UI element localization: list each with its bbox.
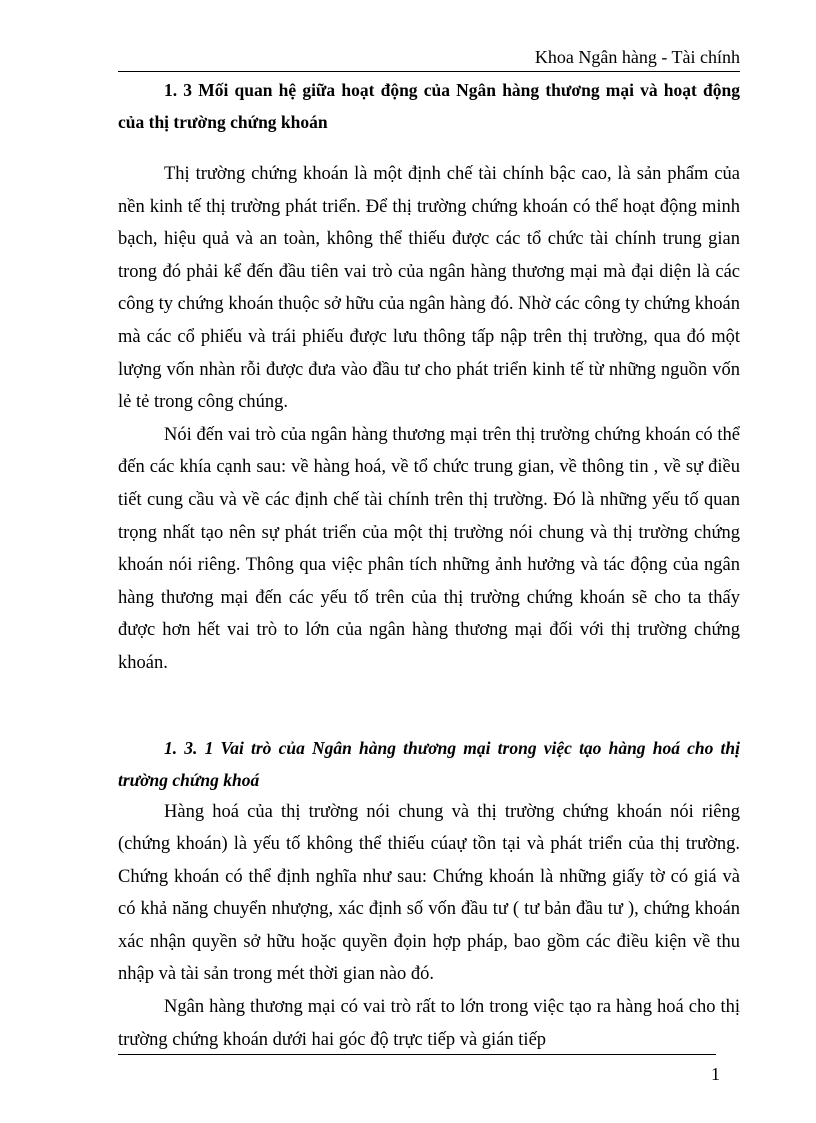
section-heading: 1. 3 Mối quan hệ giữa hoạt động của Ngân hàng thương mại và hoạt động của thị trường chứng khoán [118, 80, 740, 132]
paragraph: Ngân hàng thương mại có vai trò rất to lớn trong việc tạo ra hàng hoá cho thị trường chứng khoán dưới hai góc độ trực tiếp và gián tiếp [118, 997, 740, 1050]
subsection-heading: 1. 3. 1 Vai trò của Ngân hàng thương mại trong việc tạo hàng hoá cho thị trường chứng khoá [118, 737, 740, 790]
paragraph: Hàng hoá của thị trường nói chung và thị trường chứng khoán nói riêng (chứng khoán) là yếu tố không thể thiếu cúaự tồn tại và phát triển của thị trường. Chứng khoán có thể định nghĩa như sau: Chứng khoán là những giấy tờ có giá và có khả năng chuyển nhượng, xác định số vốn đầu tư ( tư bản đầu tư ), chứng khoán xác nhận quyền sở hữu hoặc quyền đọin hợp pháp, bao gồm các điều kiện về thu nhập và tài sản trong mét thời gian nào đó. [118, 801, 740, 985]
paragraph: Thị trường chứng khoán là một định chế tài chính bậc cao, là sản phẩm của nền kinh tế thị trường phát triển. Để thị trường chứng khoán có thể hoạt động minh bạch, hiệu quả và an toàn, không thể thiếu được các tổ chức tài chính trung gian trong đó phải kể đến đầu tiên vai trò của ngân hàng thương mại mà đại diện là các công ty chứng khoán thuộc sở hữu của ngân hàng đó. Nhờ các công ty chứng khoán mà các cổ phiếu và trái phiếu được lưu thông tấp nập trên thị trường, qua đó một lượng vốn nhàn rỗi được đưa vào đầu tư cho phát triển kinh tế từ những nguồn vốn lẻ tẻ trong công chúng. [118, 164, 740, 413]
footer-divider [118, 1054, 716, 1055]
page-header: Khoa Ngân hàng - Tài chính [118, 46, 740, 72]
spacer [118, 680, 740, 732]
paragraph: Nói đến vai trò của ngân hàng thương mại trên thị trường chứng khoán có thể đến các khía cạnh sau: về hàng hoá, về tổ chức trung gian, về thông tin , về sự điều tiết cung cầu và về các định chế tài chính trên thị trường. Đó là những yếu tố quan trọng nhất tạo nên sự phát triển của một thị trường nói chung và thị trường chứng khoán nói riêng. Thông qua việc phân tích những ảnh hưởng và tác động của ngân hàng thương mại đến các yếu tố trên của thị trường chứng khoán sẽ cho ta thấy được hơn hết vai trò to lớn của ngân hàng thương mại đối với thị trường chứng khoán. [118, 424, 740, 673]
page-number: 1 [711, 1064, 720, 1084]
spacer [118, 138, 740, 158]
document-body [118, 74, 740, 1056]
